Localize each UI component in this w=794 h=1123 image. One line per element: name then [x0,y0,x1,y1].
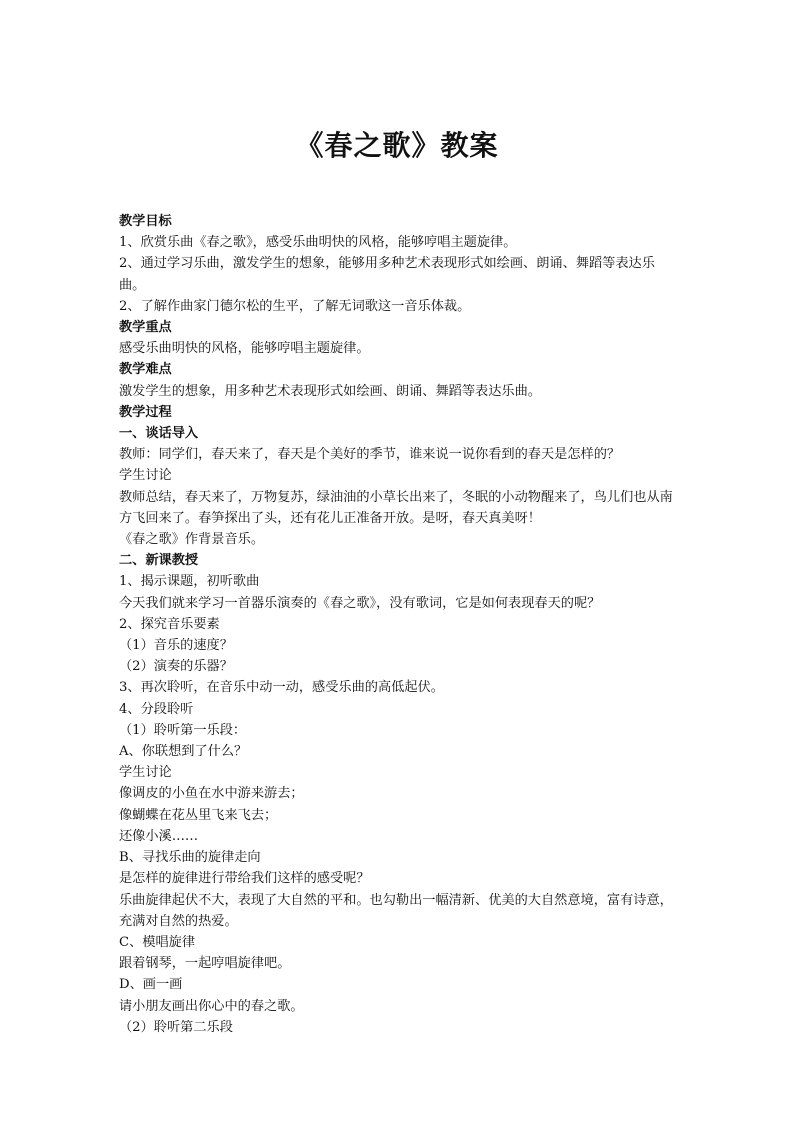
body-line: D、画一画 [119,977,183,993]
section-heading: 二、新课教授 [119,553,199,569]
body-line: 还像小溪…… [119,828,199,844]
body-line: （1）聆听第一乐段： [119,722,247,738]
body-line: 像蝴蝶在花丛里飞来飞去； [119,807,278,823]
section-heading: 教学目标 [119,214,172,229]
body-line: A、你联想到了什么？ [119,744,248,760]
body-line: 乐曲旋律起伏不大，表现了大自然的平和。也勾勒出一幅清新、优美的大自然意境，富有诗意，充满对自然的热爱。 [119,892,673,929]
page-title: 《春之歌》教案 [295,129,499,162]
section-heading: 教学过程 [119,404,172,420]
section-heading: 一、谈话导入 [119,426,199,442]
body-line: 2、通过学习乐曲，激发学生的想象，能够用多种艺术表现形式如绘画、朗诵、舞蹈等表达乐曲。 [119,256,655,293]
body-line: 学生讨论 [119,765,172,781]
body-line: 1、欣赏乐曲《春之歌》，感受乐曲明快的风格，能够哼唱主题旋律。 [119,235,517,251]
body-line: 请小朋友画出你心中的春之歌。 [119,998,304,1014]
body-line: 4、分段聆听 [119,701,194,717]
body-line: 今天我们就来学习一首器乐演奏的《春之歌》，没有歌词，它是如何表现春天的呢？ [119,595,601,611]
body-line: 2、了解作曲家门德尔松的生平，了解无词歌这一音乐体裁。 [119,298,471,314]
body-line: 感受乐曲明快的风格，能够哼唱主题旋律。 [119,341,370,357]
body-line: （2）聆听第二乐段 [119,1019,233,1035]
body-line: 像调皮的小鱼在水中游来游去； [119,786,304,802]
body-line: 是怎样的旋律进行带给我们这样的感受呢？ [119,871,370,887]
body-line: 1、揭示课题，初听歌曲 [119,574,260,590]
body-line: 学生讨论 [119,468,172,484]
body-line: C、模唱旋律 [119,934,196,950]
body-line: 跟着钢琴，一起哼唱旋律吧。 [119,956,291,972]
body-line: 3、再次聆听，在音乐中动一动，感受乐曲的高低起伏。 [119,680,444,696]
body-line: （2）演奏的乐器？ [119,659,233,675]
document-body [119,211,679,1038]
body-line: 2、探究音乐要素 [119,616,220,632]
section-heading: 教学难点 [119,362,172,378]
body-line: 教师总结，春天来了，万物复苏，绿油油的小草长出来了，冬眠的小动物醒来了，鸟儿们也从南方飞回来了。春笋探出了头，还有花儿正准备开放。是呀，春天真美呀！ [119,489,673,526]
body-line: 激发学生的想象，用多种艺术表现形式如绘画、朗诵、舞蹈等表达乐曲。 [119,383,541,399]
section-heading: 教学重点 [119,320,172,336]
body-line: 《春之歌》作背景音乐。 [119,532,265,548]
body-line: （1）音乐的速度？ [119,638,233,654]
body-line: 教师：同学们，春天来了，春天是个美好的季节，谁来说一说你看到的春天是怎样的？ [119,447,621,463]
body-line: B、寻找乐曲的旋律走向 [119,850,261,866]
